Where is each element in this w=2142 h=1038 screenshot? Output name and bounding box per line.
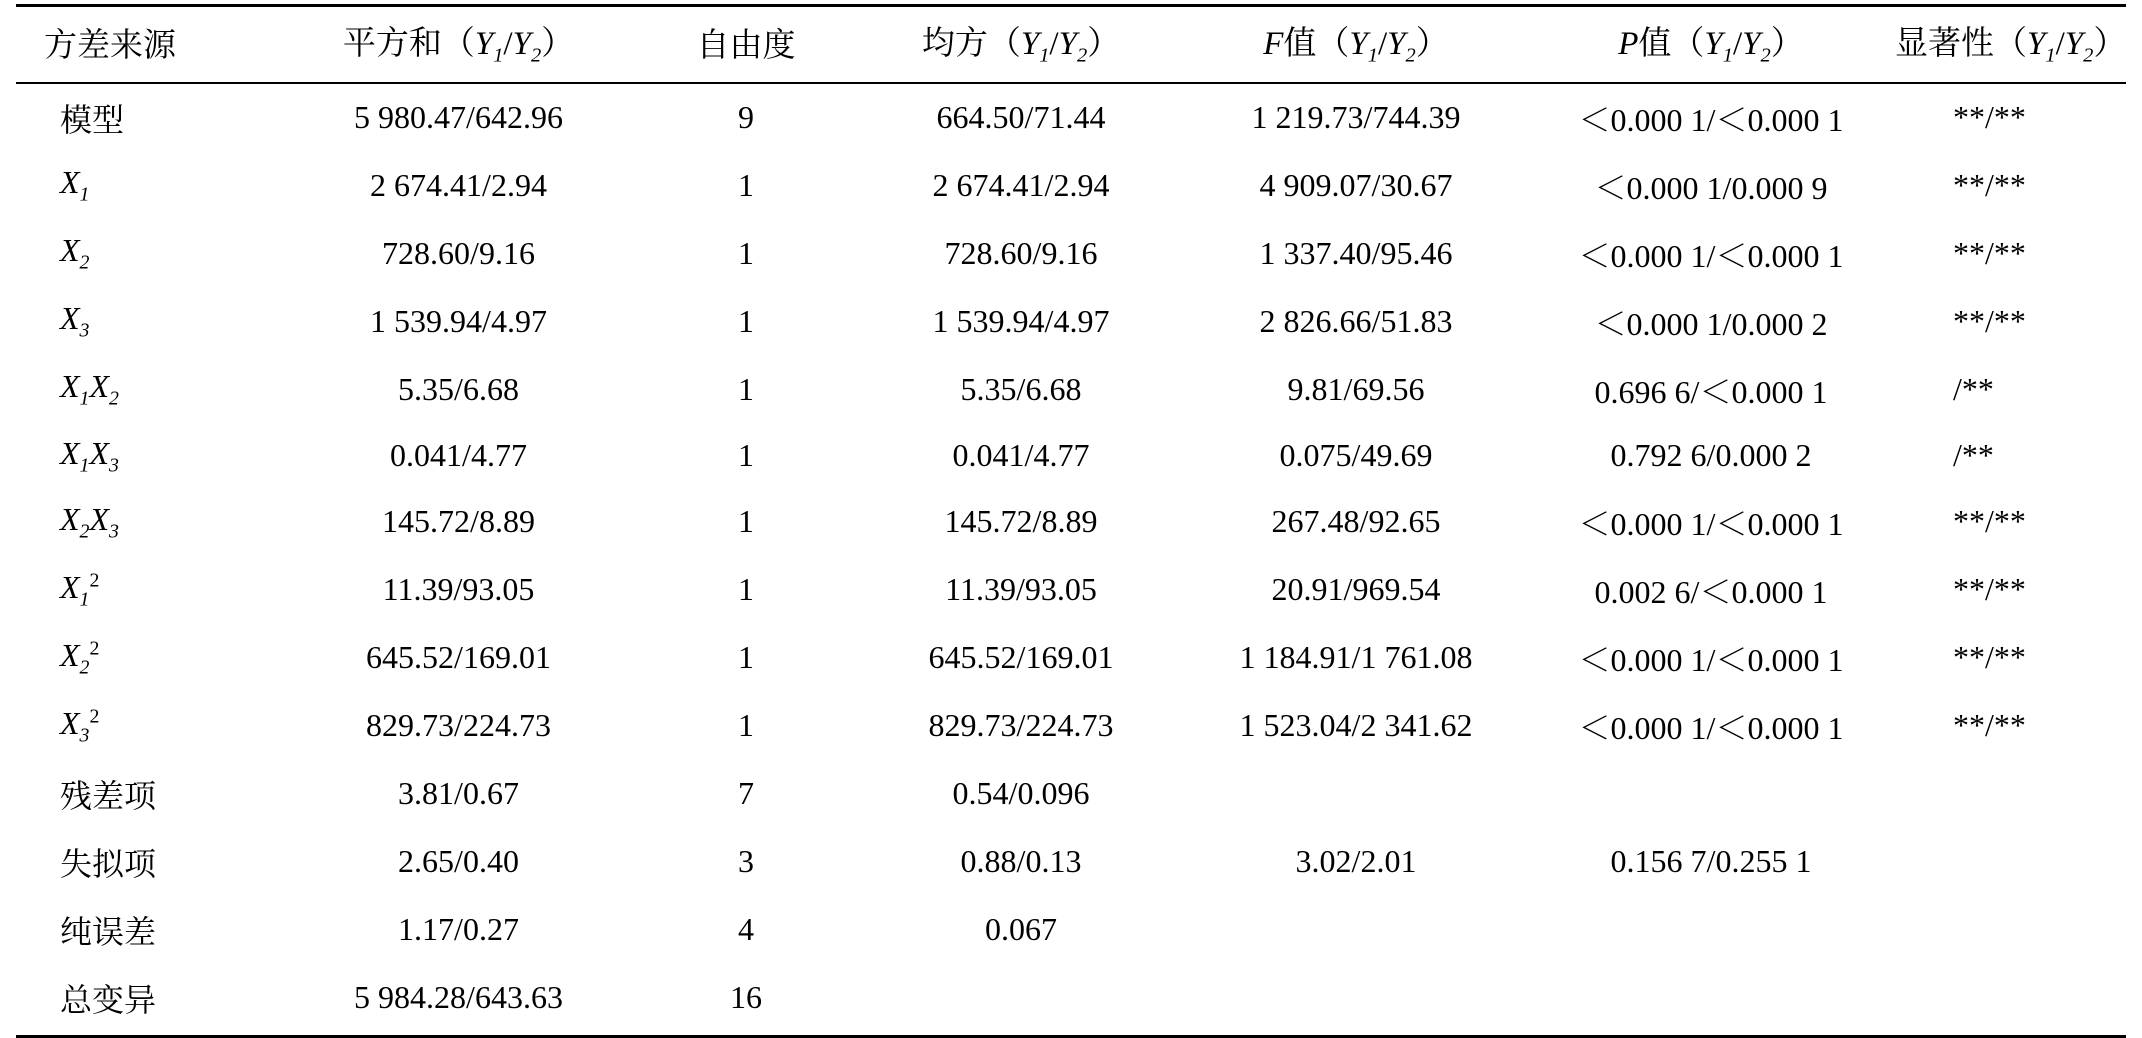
cell-degrees-of-freedom: 1 [738,571,754,608]
table-row [16,896,2126,964]
cell-sum-of-squares: 829.73/224.73 [366,707,551,744]
table-row [16,556,2126,624]
cell-p-value: ＜0.000 1/＜0.000 1 [1578,641,1844,678]
cell-mean-square: 0.54/0.096 [952,775,1090,812]
cell-f-value: 1 184.91/1 761.08 [1239,639,1473,676]
cell-p-value [1531,760,1891,828]
cell-mean-square: 2 674.41/2.94 [932,167,1110,204]
cell-f-value: 0.075/49.69 [1279,437,1433,474]
cell-f-value: 20.91/969.54 [1271,571,1441,608]
cell-significance: /** [1953,371,1994,408]
cell-mean-square: 0.067 [985,911,1057,948]
cell-degrees-of-freedom: 1 [738,639,754,676]
cell-source: 纯误差 [60,913,157,950]
cell-p-value [1531,896,1891,964]
cell-mean-square: 0.041/4.77 [952,437,1090,474]
cell-f-value: 9.81/69.56 [1287,371,1425,408]
cell-significance [1891,964,2126,1037]
cell-mean-square: 728.60/9.16 [944,235,1098,272]
cell-sum-of-squares: 5 980.47/642.96 [354,99,563,136]
cell-mean-square: 145.72/8.89 [944,503,1098,540]
cell-sum-of-squares: 0.041/4.77 [390,437,527,474]
cell-p-value: 0.156 7/0.255 1 [1610,843,1812,880]
cell-significance: **/** [1953,235,2026,272]
cell-p-value: ＜0.000 1/＜0.000 1 [1578,709,1844,746]
cell-source: $X_1^2$ [60,568,100,611]
cell-significance: /** [1953,437,1994,474]
cell-source: $X_2X_3$ [60,500,119,543]
table-header [16,6,2126,83]
table-row [16,83,2126,152]
cell-sum-of-squares: 2 674.41/2.94 [370,167,547,204]
cell-significance: **/** [1953,167,2026,204]
cell-p-value: ＜0.000 1/＜0.000 1 [1578,101,1844,138]
cell-sum-of-squares: 5.35/6.68 [398,371,519,408]
cell-source: $X_2$ [60,232,90,274]
cell-source: 模型 [60,101,125,138]
cell-degrees-of-freedom: 1 [738,235,754,272]
cell-significance [1891,760,2126,828]
column-header-source: 方差来源 [44,27,176,64]
cell-mean-square: 11.39/93.05 [945,571,1097,608]
anova-table [16,4,2126,1038]
cell-sum-of-squares: 1.17/0.27 [398,911,519,948]
cell-f-value [1181,896,1531,964]
table-row [16,220,2126,288]
cell-degrees-of-freedom: 1 [738,371,754,408]
cell-sum-of-squares: 11.39/93.05 [382,571,535,608]
cell-mean-square [861,964,1181,1037]
cell-f-value [1181,760,1531,828]
cell-f-value: 267.48/92.65 [1271,503,1441,540]
cell-f-value: 1 523.04/2 341.62 [1239,707,1473,744]
cell-significance [1891,896,2126,964]
cell-source: $X_3^2$ [60,704,100,747]
cell-significance: **/** [1953,99,2026,136]
cell-sum-of-squares: 5 984.28/643.63 [286,964,631,1037]
table-body [16,83,2126,1037]
column-header-degrees-of-freedom: 自由度 [696,27,796,64]
cell-source: $X_3$ [60,300,90,342]
table-row [16,152,2126,220]
cell-f-value: 1 337.40/95.46 [1259,235,1453,272]
cell-f-value [1181,964,1531,1037]
cell-source: $X_2^2$ [60,636,100,679]
table-row [16,424,2126,488]
table-row [16,288,2126,356]
cell-source: $X_1X_2$ [60,368,119,410]
cell-p-value: ＜0.000 1/0.000 9 [1594,169,1828,206]
table-row [16,760,2126,828]
cell-p-value: ＜0.000 1/＜0.000 1 [1578,237,1844,274]
table-row [16,488,2126,556]
column-header-f-value: F值$(Y_1/Y_2)$ [1263,26,1449,67]
cell-degrees-of-freedom: 1 [738,707,754,744]
cell-mean-square: 829.73/224.73 [928,707,1114,744]
cell-sum-of-squares: 2.65/0.40 [398,843,519,880]
column-header-sum-of-squares: 平方和$(Y_1/Y_2)$ [342,26,575,67]
cell-source: 总变异 [16,964,286,1037]
cell-mean-square: 0.88/0.13 [960,843,1082,880]
cell-degrees-of-freedom: 1 [738,303,754,340]
table-sheet [0,4,2142,1018]
cell-p-value: 0.792 6/0.000 2 [1610,437,1812,474]
table-row [16,624,2126,692]
cell-source: 失拟项 [60,845,157,882]
cell-source: 残差项 [60,777,157,814]
cell-p-value: 0.696 6/＜0.000 1 [1594,373,1828,410]
cell-degrees-of-freedom: 7 [738,775,754,812]
cell-sum-of-squares: 728.60/9.16 [382,235,535,272]
cell-p-value: ＜0.000 1/0.000 2 [1594,305,1828,342]
column-header-p-value: P值$(Y_1/Y_2)$ [1618,26,1804,67]
cell-sum-of-squares: 3.81/0.67 [398,775,519,812]
cell-f-value: 3.02/2.01 [1295,843,1417,880]
cell-degrees-of-freedom: 1 [738,167,754,204]
table-row [16,356,2126,424]
cell-mean-square: 664.50/71.44 [936,99,1106,136]
cell-mean-square: 645.52/169.01 [928,639,1114,676]
cell-p-value [1531,964,1891,1037]
cell-f-value: 2 826.66/51.83 [1259,303,1453,340]
cell-degrees-of-freedom: 16 [631,964,861,1037]
cell-sum-of-squares: 1 539.94/4.97 [370,303,547,340]
cell-source: $X_1$ [60,164,90,206]
header-row [16,6,2126,83]
table-row [16,692,2126,760]
cell-p-value: 0.002 6/＜0.000 1 [1594,573,1828,610]
table-row [16,964,2126,1037]
cell-source: $X_1X_3$ [60,434,119,476]
cell-degrees-of-freedom: 4 [738,911,754,948]
cell-degrees-of-freedom: 1 [738,437,754,474]
table-row [16,828,2126,896]
cell-significance: **/** [1953,503,2026,540]
cell-mean-square: 1 539.94/4.97 [932,303,1110,340]
column-header-significance: 显著性$(Y_1/Y_2)$ [1895,26,2127,67]
cell-f-value: 1 219.73/744.39 [1251,99,1461,136]
cell-significance: **/** [1953,303,2026,340]
cell-significance: **/** [1953,707,2026,744]
cell-f-value: 4 909.07/30.67 [1259,167,1453,204]
cell-significance [1891,828,2126,896]
cell-significance: **/** [1953,639,2026,676]
cell-degrees-of-freedom: 1 [738,503,754,540]
cell-significance: **/** [1953,571,2026,608]
column-header-mean-square: 均方$(Y_1/Y_2)$ [921,26,1121,67]
cell-sum-of-squares: 145.72/8.89 [382,503,535,540]
cell-p-value: ＜0.000 1/＜0.000 1 [1578,505,1844,542]
cell-degrees-of-freedom: 3 [738,843,754,880]
cell-sum-of-squares: 645.52/169.01 [366,639,551,676]
cell-mean-square: 5.35/6.68 [960,371,1082,408]
cell-degrees-of-freedom: 9 [738,99,754,136]
